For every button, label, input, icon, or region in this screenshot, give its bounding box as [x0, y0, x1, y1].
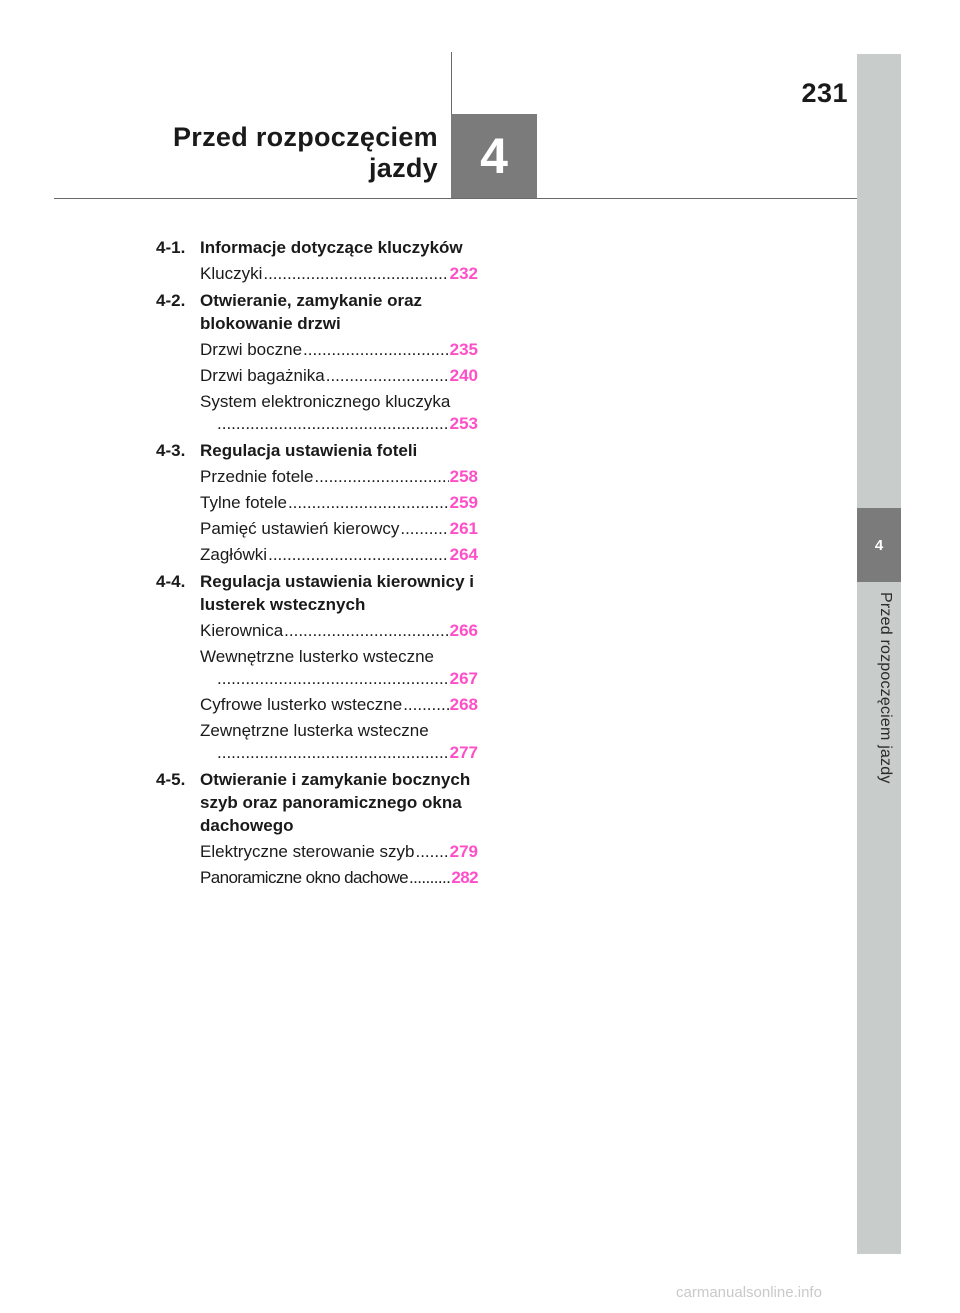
toc-entry-przednie-fotele[interactable]: [200, 466, 478, 488]
page-link[interactable]: 282: [451, 868, 478, 887]
chapter-title-line1: Przed rozpoczęciem: [173, 122, 438, 152]
toc-entry-kluczyki[interactable]: [200, 263, 478, 285]
leader-dots: [217, 742, 449, 764]
section-title: Otwieranie i zamykanie bocznych szyb oraz panoramicznego okna dachowego: [200, 770, 471, 835]
toc-entry-tylne-fotele[interactable]: [200, 492, 478, 514]
page-link[interactable]: 267: [449, 669, 478, 688]
section-heading[interactable]: [156, 236, 478, 259]
leader-dots: [403, 694, 448, 716]
leader-dots: [217, 413, 449, 435]
section-number: 4-2.: [156, 291, 186, 310]
section-heading[interactable]: [156, 439, 478, 462]
page-link[interactable]: 279: [449, 842, 478, 861]
toc-entry-pamiec-ustawien[interactable]: [200, 518, 478, 540]
entry-text: Panoramiczne okno dachowe: [200, 868, 409, 887]
page-link[interactable]: 268: [449, 695, 478, 714]
entry-text: Cyfrowe lusterko wsteczne: [200, 695, 403, 714]
chapter-title: [173, 122, 438, 184]
page-link[interactable]: 258: [449, 467, 478, 486]
toc-entry-lusterko-cyfrowe[interactable]: [200, 694, 478, 716]
leader-dots: [268, 544, 449, 566]
page-link[interactable]: 259: [449, 493, 478, 512]
toc-section-4-2: [156, 289, 478, 435]
section-heading[interactable]: [156, 570, 478, 616]
entry-text: Kierownica: [200, 621, 284, 640]
toc-section-4-4: [156, 570, 478, 764]
entry-text: Wewnętrzne lusterko wsteczne: [200, 647, 435, 666]
section-number: 4-5.: [156, 770, 186, 789]
table-of-contents: [156, 236, 478, 893]
toc-entry-drzwi-boczne[interactable]: [200, 339, 478, 361]
section-title: Regulacja ustawienia foteli: [200, 441, 418, 460]
page-link[interactable]: 261: [449, 519, 478, 538]
side-chapter-tab[interactable]: 4: [857, 508, 901, 582]
entry-text: System elektronicznego kluczyka: [200, 392, 451, 411]
toc-entry-drzwi-bagaznika[interactable]: [200, 365, 478, 387]
page-number: 231: [801, 78, 848, 108]
entry-text: Drzwi boczne: [200, 340, 303, 359]
section-number: 4-3.: [156, 441, 186, 460]
page-link[interactable]: 235: [449, 340, 478, 359]
toc-entry-system-kluczyka[interactable]: [200, 391, 478, 435]
side-chapter-label: Przed rozpoczęciem jazdy: [877, 592, 894, 784]
section-title: Regulacja ustawienia kierownicy i lusterek wstecznych: [200, 572, 474, 614]
entry-text: Drzwi bagażnika: [200, 366, 325, 385]
toc-section-4-5: [156, 768, 478, 889]
toc-entry-lusterka-zewnetrzne[interactable]: [200, 720, 478, 764]
leader-dots: [400, 518, 448, 540]
entry-text: Tylne fotele: [200, 493, 287, 512]
toc-entry-kierownica[interactable]: [200, 620, 478, 642]
leader-dots: [326, 365, 449, 387]
footer-watermark: carmanualsonline.info: [676, 1284, 822, 1301]
chapter-number-box: 4: [451, 114, 537, 198]
toc-section-4-1: [156, 236, 478, 285]
page-link[interactable]: 253: [449, 414, 478, 433]
section-heading[interactable]: [156, 289, 478, 335]
page-link[interactable]: 277: [449, 743, 478, 762]
entry-text: Pamięć ustawień kierowcy: [200, 519, 400, 538]
entry-text: Kluczyki: [200, 264, 263, 283]
toc-entry-lusterko-wewnetrzne[interactable]: [200, 646, 478, 690]
page-link[interactable]: 232: [449, 264, 478, 283]
entry-text: Przednie fotele: [200, 467, 314, 486]
leader-dots: [303, 339, 449, 361]
chapter-title-line2: jazdy: [368, 153, 438, 183]
page-link[interactable]: 240: [449, 366, 478, 385]
section-title: Otwieranie, zamykanie oraz blokowanie drzwi: [200, 291, 423, 333]
page-link[interactable]: 266: [449, 621, 478, 640]
entry-text: Zewnętrzne lusterka wsteczne: [200, 721, 429, 740]
leader-dots: [284, 620, 448, 642]
leader-dots: [314, 466, 448, 488]
entry-text: Zagłówki: [200, 545, 268, 564]
leader-dots: [288, 492, 449, 514]
entry-text: Elektryczne sterowanie szyb: [200, 842, 415, 861]
section-heading[interactable]: [156, 768, 478, 837]
toc-entry-okno-dachowe[interactable]: [200, 867, 478, 889]
leader-dots: [263, 263, 448, 285]
leader-dots: [409, 867, 450, 889]
section-title: Informacje dotyczące kluczyków: [200, 238, 463, 257]
toc-section-4-3: [156, 439, 478, 566]
page-link[interactable]: 264: [449, 545, 478, 564]
section-number: 4-4.: [156, 572, 186, 591]
section-number: 4-1.: [156, 238, 186, 257]
leader-dots: [415, 841, 448, 863]
header-divider-horizontal: [54, 198, 857, 199]
toc-entry-zaglowki[interactable]: [200, 544, 478, 566]
toc-entry-sterowanie-szyb[interactable]: [200, 841, 478, 863]
leader-dots: [217, 668, 449, 690]
